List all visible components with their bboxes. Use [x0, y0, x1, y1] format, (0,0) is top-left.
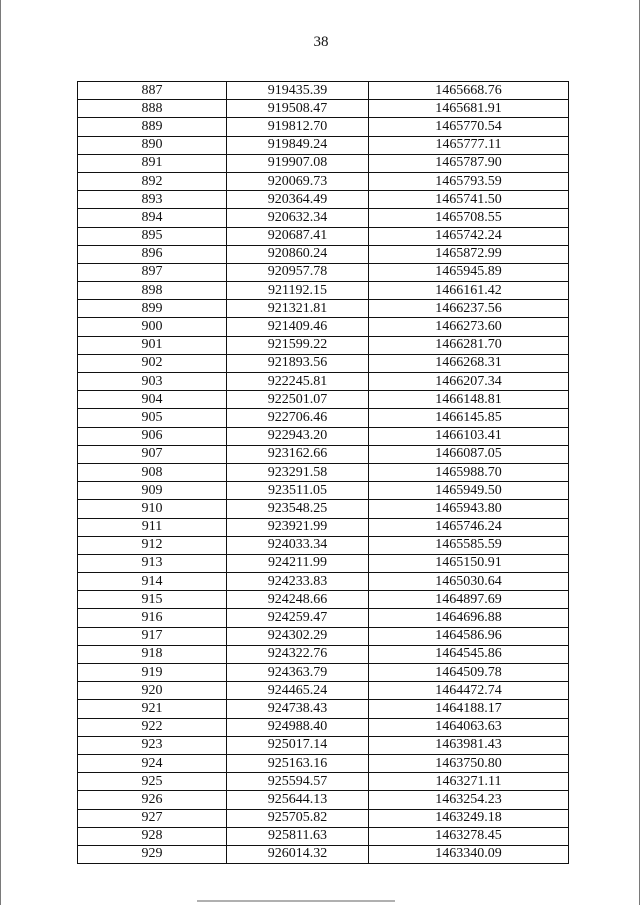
x-coordinate-cell: 919508.47: [227, 100, 369, 118]
table-row: [78, 100, 569, 118]
table-row: [78, 318, 569, 336]
table-row: [78, 282, 569, 300]
y-coordinate-cell: 1464188.17: [369, 700, 569, 718]
point-number-cell: 889: [78, 118, 227, 136]
table-row: [78, 409, 569, 427]
point-number-cell: 887: [78, 82, 227, 100]
point-number-cell: 904: [78, 391, 227, 409]
x-coordinate-cell: 924259.47: [227, 609, 369, 627]
x-coordinate-cell: 919435.39: [227, 82, 369, 100]
page-number: 38: [313, 34, 329, 50]
x-coordinate-cell: 924363.79: [227, 664, 369, 682]
table-row: [78, 700, 569, 718]
point-number-cell: 902: [78, 354, 227, 372]
table-row: [78, 591, 569, 609]
point-number-cell: 928: [78, 827, 227, 845]
y-coordinate-cell: 1466161.42: [369, 282, 569, 300]
y-coordinate-cell: 1463254.23: [369, 791, 569, 809]
table-row: [78, 718, 569, 736]
point-number-cell: 888: [78, 100, 227, 118]
point-number-cell: 903: [78, 373, 227, 391]
table-row: [78, 827, 569, 845]
table-row: [78, 354, 569, 372]
x-coordinate-cell: 919907.08: [227, 154, 369, 172]
table-row: [78, 172, 569, 190]
x-coordinate-cell: 924248.66: [227, 591, 369, 609]
point-number-cell: 906: [78, 427, 227, 445]
x-coordinate-cell: 924033.34: [227, 536, 369, 554]
table-row: [78, 645, 569, 663]
y-coordinate-cell: 1465787.90: [369, 154, 569, 172]
y-coordinate-cell: 1464586.96: [369, 627, 569, 645]
x-coordinate-cell: 925017.14: [227, 736, 369, 754]
point-number-cell: 892: [78, 172, 227, 190]
x-coordinate-cell: 922943.20: [227, 427, 369, 445]
table-row: [78, 682, 569, 700]
table-row: [78, 82, 569, 100]
point-number-cell: 893: [78, 191, 227, 209]
y-coordinate-cell: 1466087.05: [369, 445, 569, 463]
point-number-cell: 912: [78, 536, 227, 554]
point-number-cell: 927: [78, 809, 227, 827]
table-row: [78, 791, 569, 809]
table-row: [78, 373, 569, 391]
table-row: [78, 482, 569, 500]
y-coordinate-cell: 1465681.91: [369, 100, 569, 118]
table-row: [78, 427, 569, 445]
y-coordinate-cell: 1465988.70: [369, 463, 569, 481]
y-coordinate-cell: 1463981.43: [369, 736, 569, 754]
table-row: [78, 609, 569, 627]
point-number-cell: 910: [78, 500, 227, 518]
x-coordinate-cell: 920860.24: [227, 245, 369, 263]
point-number-cell: 890: [78, 136, 227, 154]
table-row: [78, 209, 569, 227]
table-row: [78, 245, 569, 263]
y-coordinate-cell: 1466103.41: [369, 427, 569, 445]
y-coordinate-cell: 1465585.59: [369, 536, 569, 554]
y-coordinate-cell: 1465742.24: [369, 227, 569, 245]
point-number-cell: 896: [78, 245, 227, 263]
x-coordinate-cell: 920069.73: [227, 172, 369, 190]
point-number-cell: 895: [78, 227, 227, 245]
y-coordinate-cell: 1465793.59: [369, 172, 569, 190]
y-coordinate-cell: 1463249.18: [369, 809, 569, 827]
point-number-cell: 894: [78, 209, 227, 227]
x-coordinate-cell: 924738.43: [227, 700, 369, 718]
table-row: [78, 154, 569, 172]
point-number-cell: 914: [78, 573, 227, 591]
table-row: [78, 573, 569, 591]
point-number-cell: 907: [78, 445, 227, 463]
x-coordinate-cell: 926014.32: [227, 845, 369, 863]
x-coordinate-cell: 923548.25: [227, 500, 369, 518]
x-coordinate-cell: 925705.82: [227, 809, 369, 827]
point-number-cell: 913: [78, 554, 227, 572]
table-row: [78, 664, 569, 682]
point-number-cell: 891: [78, 154, 227, 172]
point-number-cell: 911: [78, 518, 227, 536]
y-coordinate-cell: 1465708.55: [369, 209, 569, 227]
point-number-cell: 915: [78, 591, 227, 609]
point-number-cell: 917: [78, 627, 227, 645]
table-row: [78, 263, 569, 281]
table-row: [78, 136, 569, 154]
x-coordinate-cell: 920957.78: [227, 263, 369, 281]
coordinates-table: [77, 81, 569, 864]
table-row: [78, 391, 569, 409]
x-coordinate-cell: 922706.46: [227, 409, 369, 427]
point-number-cell: 925: [78, 773, 227, 791]
point-number-cell: 898: [78, 282, 227, 300]
point-number-cell: 921: [78, 700, 227, 718]
table-row: [78, 554, 569, 572]
x-coordinate-cell: 922245.81: [227, 373, 369, 391]
x-coordinate-cell: 924322.76: [227, 645, 369, 663]
y-coordinate-cell: 1464897.69: [369, 591, 569, 609]
y-coordinate-cell: 1464063.63: [369, 718, 569, 736]
table-row: [78, 627, 569, 645]
x-coordinate-cell: 924211.99: [227, 554, 369, 572]
table-row: [78, 336, 569, 354]
point-number-cell: 926: [78, 791, 227, 809]
point-number-cell: 919: [78, 664, 227, 682]
y-coordinate-cell: 1465943.80: [369, 500, 569, 518]
x-coordinate-cell: 922501.07: [227, 391, 369, 409]
x-coordinate-cell: 919849.24: [227, 136, 369, 154]
y-coordinate-cell: 1465668.76: [369, 82, 569, 100]
point-number-cell: 897: [78, 263, 227, 281]
table-row: [78, 500, 569, 518]
x-coordinate-cell: 924465.24: [227, 682, 369, 700]
y-coordinate-cell: 1463271.11: [369, 773, 569, 791]
y-coordinate-cell: 1465030.64: [369, 573, 569, 591]
table-row: [78, 809, 569, 827]
point-number-cell: 924: [78, 754, 227, 772]
y-coordinate-cell: 1463750.80: [369, 754, 569, 772]
table-row: [78, 463, 569, 481]
y-coordinate-cell: 1466273.60: [369, 318, 569, 336]
x-coordinate-cell: 920364.49: [227, 191, 369, 209]
y-coordinate-cell: 1465150.91: [369, 554, 569, 572]
table-row: [78, 773, 569, 791]
y-coordinate-cell: 1466237.56: [369, 300, 569, 318]
x-coordinate-cell: 924233.83: [227, 573, 369, 591]
y-coordinate-cell: 1466145.85: [369, 409, 569, 427]
table-row: [78, 736, 569, 754]
y-coordinate-cell: 1464509.78: [369, 664, 569, 682]
y-coordinate-cell: 1465949.50: [369, 482, 569, 500]
point-number-cell: 899: [78, 300, 227, 318]
point-number-cell: 929: [78, 845, 227, 863]
table-row: [78, 536, 569, 554]
x-coordinate-cell: 925594.57: [227, 773, 369, 791]
y-coordinate-cell: 1465770.54: [369, 118, 569, 136]
table-row: [78, 118, 569, 136]
x-coordinate-cell: 921599.22: [227, 336, 369, 354]
x-coordinate-cell: 921192.15: [227, 282, 369, 300]
point-number-cell: 900: [78, 318, 227, 336]
table-row: [78, 300, 569, 318]
x-coordinate-cell: 923291.58: [227, 463, 369, 481]
x-coordinate-cell: 923511.05: [227, 482, 369, 500]
table-row: [78, 191, 569, 209]
point-number-cell: 918: [78, 645, 227, 663]
x-coordinate-cell: 924988.40: [227, 718, 369, 736]
y-coordinate-cell: 1463278.45: [369, 827, 569, 845]
point-number-cell: 923: [78, 736, 227, 754]
point-number-cell: 909: [78, 482, 227, 500]
y-coordinate-cell: 1463340.09: [369, 845, 569, 863]
x-coordinate-cell: 925644.13: [227, 791, 369, 809]
x-coordinate-cell: 923921.99: [227, 518, 369, 536]
y-coordinate-cell: 1465945.89: [369, 263, 569, 281]
x-coordinate-cell: 925163.16: [227, 754, 369, 772]
y-coordinate-cell: 1465746.24: [369, 518, 569, 536]
y-coordinate-cell: 1465777.11: [369, 136, 569, 154]
table-row: [78, 754, 569, 772]
table-row: [78, 227, 569, 245]
table-row: [78, 845, 569, 863]
y-coordinate-cell: 1466281.70: [369, 336, 569, 354]
x-coordinate-cell: 921321.81: [227, 300, 369, 318]
x-coordinate-cell: 920632.34: [227, 209, 369, 227]
point-number-cell: 920: [78, 682, 227, 700]
table-row: [78, 518, 569, 536]
point-number-cell: 922: [78, 718, 227, 736]
table-row: [78, 445, 569, 463]
y-coordinate-cell: 1466148.81: [369, 391, 569, 409]
y-coordinate-cell: 1464545.86: [369, 645, 569, 663]
y-coordinate-cell: 1465872.99: [369, 245, 569, 263]
x-coordinate-cell: 925811.63: [227, 827, 369, 845]
point-number-cell: 916: [78, 609, 227, 627]
x-coordinate-cell: 921409.46: [227, 318, 369, 336]
y-coordinate-cell: 1464472.74: [369, 682, 569, 700]
x-coordinate-cell: 923162.66: [227, 445, 369, 463]
y-coordinate-cell: 1465741.50: [369, 191, 569, 209]
point-number-cell: 905: [78, 409, 227, 427]
scan-edge-mark: [197, 900, 395, 902]
x-coordinate-cell: 919812.70: [227, 118, 369, 136]
coordinates-table-body: [78, 82, 569, 864]
y-coordinate-cell: 1466268.31: [369, 354, 569, 372]
point-number-cell: 908: [78, 463, 227, 481]
y-coordinate-cell: 1466207.34: [369, 373, 569, 391]
y-coordinate-cell: 1464696.88: [369, 609, 569, 627]
x-coordinate-cell: 924302.29: [227, 627, 369, 645]
point-number-cell: 901: [78, 336, 227, 354]
x-coordinate-cell: 921893.56: [227, 354, 369, 372]
x-coordinate-cell: 920687.41: [227, 227, 369, 245]
